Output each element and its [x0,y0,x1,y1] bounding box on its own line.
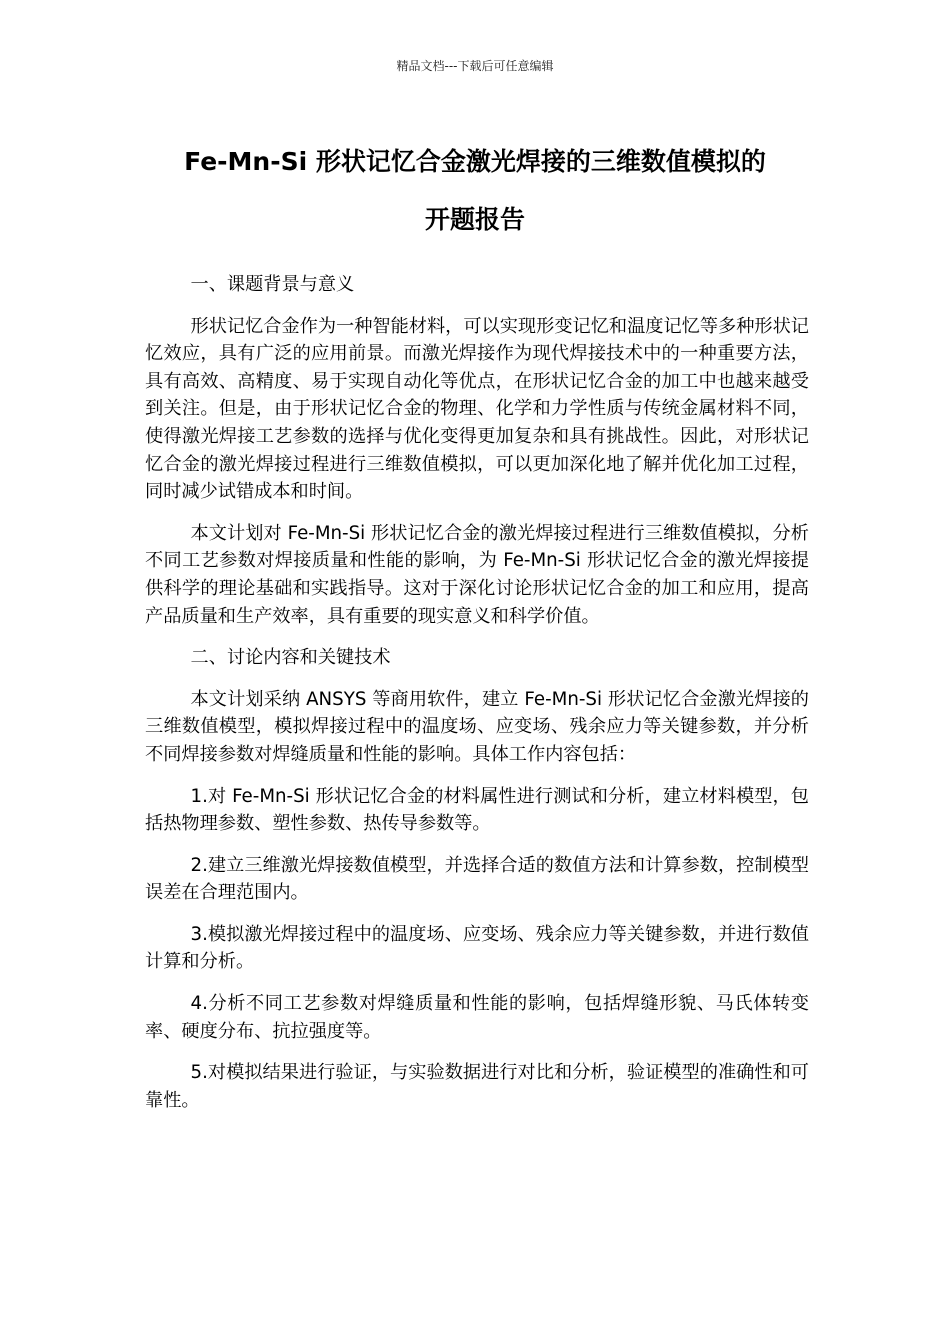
list-item: 2.建立三维激光焊接数值模型，并选择合适的数值方法和计算参数，控制模型误差在合理范围内。 [145,854,809,904]
header-note: 精品文档---下载后可任意编辑 [396,59,554,73]
body-paragraph: 形状记忆合金作为一种智能材料，可以实现形变记忆和温度记忆等多种形状记忆效应，具有广泛的应用前景。而激光焊接作为现代焊接技术中的一种重要方法，具有高效、高精度、易于实现自动化等优点，在形状记忆合金的加工中也越来越受到关注。但是，由于形状记忆合金的物理、化学和力学性质与传统金属材料不同，使得激光焊接工艺参数的选择与优化变得更加复杂和具有挑战性。因此，对形状记忆合金的激光焊接过程进行三维数值模拟，可以更加深化地了解并优化加工过程，同时减少试错成本和时间。 [145,315,809,503]
list-item: 5.对模拟结果进行验证，与实验数据进行对比和分析，验证模型的准确性和可靠性。 [145,1062,809,1111]
section-heading: 二、讨论内容和关键技术 [190,647,391,669]
body-paragraph: 本文计划对 Fe-Mn-Si 形状记忆合金的激光焊接过程进行三维数值模拟，分析不同工艺参数对焊接质量和性能的影响，为 Fe-Mn-Si 形状记忆合金的激光焊接提供科学的理论基础和实践指导。这对于深化讨论形状记忆合金的加工和应用，提高产品质量和生产效率，具有重要的现实意义和科学价值。 [145,522,809,627]
section-heading: 一、课题背景与意义 [190,274,355,295]
list-item: 1.对 Fe-Mn-Si 形状记忆合金的材料属性进行测试和分析，建立材料模型，包括热物理参数、塑性参数、热传导参数等。 [145,785,809,835]
list-item: 4.分析不同工艺参数对焊缝质量和性能的影响，包括焊缝形貌、马氏体转变率、硬度分布、抗拉强度等。 [145,993,809,1042]
document-body [145,271,809,1128]
document-title [120,133,830,249]
title-line-2: 开题报告 [424,205,525,234]
body-paragraph: 本文计划采纳 ANSYS 等商用软件，建立 Fe-Mn-Si 形状记忆合金激光焊接的三维数值模型，模拟焊接过程中的温度场、应变场、残余应力等关键参数，并分析不同焊接参数对焊缝质量和性能的影响。具体工作内容包括： [145,688,809,765]
title-line-1: Fe-Mn-Si 形状记忆合金激光焊接的三维数值模拟的 [184,147,766,176]
list-item: 3.模拟激光焊接过程中的温度场、应变场、残余应力等关键参数，并进行数值计算和分析。 [145,923,809,973]
